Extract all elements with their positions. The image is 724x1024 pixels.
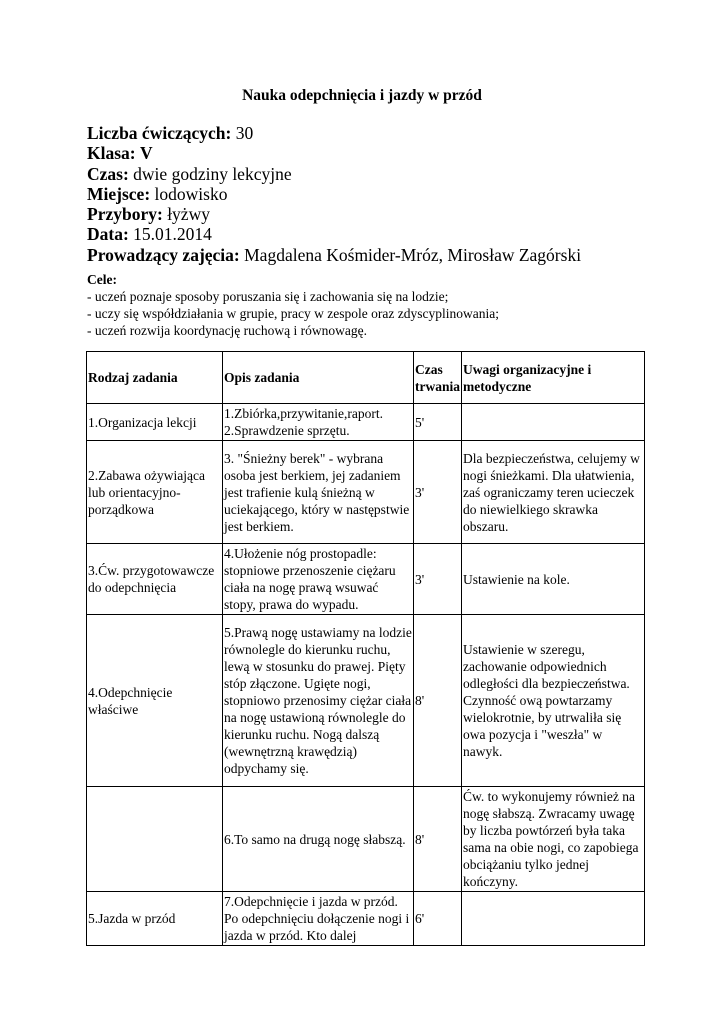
table-row [87, 892, 645, 946]
cell-time: 3' [414, 441, 462, 544]
cell-type: 5.Jazda w przód [87, 892, 223, 946]
table-row [87, 404, 645, 441]
header-task-description: Opis zadania [223, 352, 414, 404]
cell-notes: Ćw. to wykonujemy również na nogę słabszą. Zwracamy uwagę by liczba powtórzeń była taka sama na obie nogi, co zapobiega obciążaniu tylko jednej kończyny. [462, 787, 645, 892]
cell-time: 8' [414, 615, 462, 787]
cell-notes: Dla bezpieczeństwa, celujemy w nogi śnieżkami. Dla ułatwienia, zaś ograniczamy teren ucieczek do niewielkiego skrawka obszaru. [462, 441, 645, 544]
cell-type: 3.Ćw. przygotowawcze do odepchnięcia [87, 544, 223, 615]
header-notes: Uwagi organizacyjne i metodyczne [462, 352, 645, 404]
info-date: Data: 15.01.2014 [87, 224, 212, 245]
cell-notes: Ustawienie na kole. [462, 544, 645, 615]
cell-desc: 3. "Śnieżny berek" - wybrana osoba jest berkiem, jej zadaniem jest trafienie kulą śnieżną w uciekającego, który w następstwie jest berkiem. [223, 441, 414, 544]
cell-type: 1.Organizacja lekcji [87, 404, 223, 441]
cell-notes: Ustawienie w szeregu, zachowanie odpowiednich odległości dla bezpieczeństwa. Czynność ową powtarzamy wielokrotnie, by utrwaliła się owa pozycja i "weszła" w nawyk. [462, 615, 645, 787]
table-row [87, 615, 645, 787]
table-row [87, 441, 645, 544]
info-class: Klasa: V [87, 143, 153, 164]
lesson-table [86, 351, 645, 946]
document-title: Nauka odepchnięcia i jazdy w przód [242, 87, 482, 104]
goal-item: - uczy się współdziałania w grupie, pracy w zespole oraz zdyscyplinowania; [87, 306, 499, 321]
info-instructors: Prowadzący zajęcia: Magdalena Kośmider-Mróz, Mirosław Zagórski [87, 244, 582, 265]
info-time: Czas: dwie godziny lekcyjne [87, 163, 292, 184]
header-task-type: Rodzaj zadania [87, 352, 223, 404]
cell-time: 8' [414, 787, 462, 892]
cell-desc: 6.To samo na drugą nogę słabszą. [223, 787, 414, 892]
cell-desc: 4.Ułożenie nóg prostopadle: stopniowe przenoszenie ciężaru ciała na nogę prawą wsuwać stopy, prawa do wypadu. [223, 544, 414, 615]
table-row [87, 787, 645, 892]
goals-heading: Cele: [87, 272, 117, 287]
cell-desc: 1.Zbiórka,przywitanie,raport. 2.Sprawdzenie sprzętu. [223, 404, 414, 441]
info-place: Miejsce: lodowisko [87, 183, 228, 204]
cell-time: 5' [414, 404, 462, 441]
cell-type [87, 787, 223, 892]
table-row [87, 544, 645, 615]
goals-section [87, 271, 499, 339]
goal-item: - uczeń poznaje sposoby poruszania się i zachowania się na lodzie; [87, 289, 449, 304]
info-participants: Liczba ćwiczących: 30 [87, 123, 254, 143]
cell-time: 6' [414, 892, 462, 946]
cell-notes [462, 404, 645, 441]
cell-type: 2.Zabawa ożywiająca lub orientacyjno-porządkowa [87, 441, 223, 544]
cell-type: 4.Odepchnięcie właściwe [87, 615, 223, 787]
table-header-row [87, 352, 645, 404]
cell-desc: 5.Prawą nogę ustawiamy na lodzie równolegle do kierunku ruchu, lewą w stosunku do prawej. Pięty stóp złączone. Ugięte nogi, stopniowo przenosimy ciężar ciała na nogę ustawioną równolegle do kierunku ruchu. Nogą dalszą (wewnętrzną krawędzią) odpychamy się. [223, 615, 414, 787]
cell-desc: 7.Odepchnięcie i jazda w przód. Po odepchnięciu dołączenie nogi i jazda w przód. Kto dalej [223, 892, 414, 946]
lesson-info [87, 123, 581, 265]
info-equipment: Przybory: łyżwy [87, 204, 210, 225]
cell-notes [462, 892, 645, 946]
header-duration: Czas trwania [414, 352, 462, 404]
goal-item: - uczeń rozwija koordynację ruchową i równowagę. [87, 323, 368, 338]
cell-time: 3' [414, 544, 462, 615]
